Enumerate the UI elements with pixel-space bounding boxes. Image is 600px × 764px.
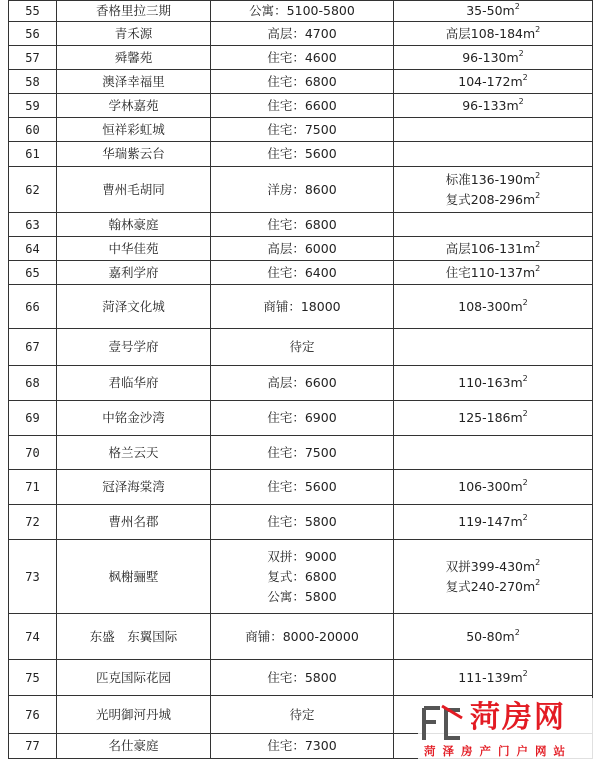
area-cell (394, 94, 593, 118)
project-name: 壹号学府 (57, 329, 211, 366)
table-row (9, 22, 593, 46)
area-value: 住宅110-137m (445, 264, 536, 280)
table-row (9, 94, 593, 118)
price-line: 商铺：8000-20000 (245, 628, 359, 644)
area-value: 110-163m (458, 375, 523, 390)
area-value: 106-300m (458, 479, 523, 494)
area-value: 125-186m (458, 410, 523, 425)
area-unit-superscript: 2 (522, 297, 528, 307)
table-row (9, 118, 593, 142)
area-unit-superscript: 2 (514, 627, 520, 637)
price-cell (211, 118, 394, 142)
listing-table (8, 0, 593, 759)
project-name: 香格里拉三期 (57, 1, 211, 22)
area-cell (394, 505, 593, 540)
price-cell (211, 660, 394, 696)
area-unit-superscript: 2 (535, 263, 541, 273)
area-line (398, 190, 588, 210)
row-number: 59 (9, 94, 57, 118)
price-cell (211, 94, 394, 118)
area-value: 50-80m (466, 628, 515, 644)
row-number: 69 (9, 401, 57, 436)
area-unit-superscript: 2 (535, 577, 541, 587)
area-value: 双拼399-430m (445, 558, 536, 574)
price-cell (211, 436, 394, 470)
area-value: 35-50m (466, 3, 515, 18)
area-cell (394, 329, 593, 366)
project-name: 光明御河丹城 (57, 696, 211, 734)
area-value: 96-130m (462, 49, 519, 65)
project-name: 中华佳苑 (57, 237, 211, 261)
area-cell (394, 142, 593, 167)
table-row (9, 167, 593, 213)
area-value: 119-147m (458, 514, 523, 529)
price-cell (211, 540, 394, 614)
area-value: 复式240-270m (445, 578, 536, 594)
area-unit-superscript: 2 (514, 2, 520, 11)
table-row (9, 540, 593, 614)
price-cell (211, 505, 394, 540)
area-cell (394, 540, 593, 614)
area-value: 高层106-131m (445, 240, 536, 256)
listing-table-body (9, 1, 593, 759)
area-unit-superscript: 2 (535, 190, 541, 200)
site-watermark (418, 698, 596, 762)
area-cell (394, 70, 593, 94)
price-line: 双拼：9000 (267, 548, 337, 564)
project-name: 青禾源 (57, 22, 211, 46)
watermark-subtitle: 菏泽房产门户网站 (424, 744, 572, 758)
area-value: 108-300m (458, 298, 523, 314)
row-number: 67 (9, 329, 57, 366)
area-line (398, 170, 588, 190)
project-name: 曹州毛胡同 (57, 167, 211, 213)
table-row (9, 329, 593, 366)
row-number: 73 (9, 540, 57, 614)
price-line: 复式：6800 (267, 568, 337, 584)
price-line: 商铺：18000 (263, 298, 341, 314)
area-line (398, 373, 588, 393)
price-cell (211, 401, 394, 436)
area-value: 复式208-296m (445, 191, 536, 207)
project-name: 学林嘉苑 (57, 94, 211, 118)
row-number: 65 (9, 261, 57, 285)
price-cell (211, 614, 394, 660)
project-name: 东盛 东翼国际 (57, 614, 211, 660)
price-line: 住宅：6800 (267, 216, 337, 232)
table-row (9, 436, 593, 470)
price-line: 住宅：5600 (267, 479, 337, 494)
project-name: 舜馨苑 (57, 46, 211, 70)
area-value: 96-133m (462, 97, 519, 113)
row-number: 62 (9, 167, 57, 213)
price-cell (211, 261, 394, 285)
price-line: 住宅：7500 (267, 444, 337, 460)
area-unit-superscript: 2 (535, 239, 541, 249)
area-unit-superscript: 2 (522, 409, 528, 418)
project-name: 格兰云天 (57, 436, 211, 470)
project-name: 翰林豪庭 (57, 213, 211, 237)
project-name: 枫榭骊墅 (57, 540, 211, 614)
row-number: 60 (9, 118, 57, 142)
area-unit-superscript: 2 (518, 96, 524, 106)
price-cell (211, 22, 394, 46)
area-unit-superscript: 2 (522, 374, 528, 383)
area-cell (394, 46, 593, 70)
table-row (9, 285, 593, 329)
area-cell (394, 401, 593, 436)
area-value: 104-172m (458, 73, 523, 89)
area-cell (394, 213, 593, 237)
price-line: 住宅：6900 (267, 410, 337, 425)
row-number: 55 (9, 1, 57, 22)
price-cell (211, 1, 394, 22)
price-cell (211, 329, 394, 366)
price-line: 住宅：4600 (267, 49, 337, 65)
row-number: 61 (9, 142, 57, 167)
row-number: 70 (9, 436, 57, 470)
area-cell (394, 1, 593, 22)
area-cell (394, 436, 593, 470)
area-value: 标准136-190m (445, 171, 536, 187)
price-line: 高层：4700 (267, 25, 337, 41)
area-cell (394, 614, 593, 660)
price-cell (211, 470, 394, 505)
area-line (398, 297, 588, 317)
area-unit-superscript: 2 (522, 513, 528, 522)
price-cell (211, 366, 394, 401)
price-line: 待定 (289, 339, 315, 354)
price-line: 住宅：7300 (267, 738, 337, 753)
price-line: 住宅：6800 (267, 73, 337, 89)
project-name: 中铭金沙湾 (57, 401, 211, 436)
area-unit-superscript: 2 (522, 668, 528, 678)
price-cell (211, 167, 394, 213)
row-number: 66 (9, 285, 57, 329)
price-cell (211, 46, 394, 70)
project-name: 恒祥彩虹城 (57, 118, 211, 142)
house-logo-icon (422, 704, 464, 744)
area-line (398, 408, 588, 428)
row-number: 74 (9, 614, 57, 660)
area-value: 高层108-184m (445, 25, 536, 41)
area-line (398, 512, 588, 532)
area-cell (394, 660, 593, 696)
area-unit-superscript: 2 (535, 557, 541, 567)
area-unit-superscript: 2 (518, 48, 524, 58)
area-cell (394, 22, 593, 46)
project-name: 菏泽文化城 (57, 285, 211, 329)
area-line (398, 1, 588, 21)
table-row (9, 505, 593, 540)
table-row (9, 261, 593, 285)
price-line: 高层：6000 (267, 240, 337, 256)
price-cell (211, 237, 394, 261)
table-row (9, 614, 593, 660)
price-line: 住宅：6400 (267, 264, 337, 280)
project-name: 冠泽海棠湾 (57, 470, 211, 505)
row-number: 77 (9, 734, 57, 759)
area-cell (394, 470, 593, 505)
table-row (9, 46, 593, 70)
area-line (398, 668, 588, 688)
area-unit-superscript: 2 (522, 72, 528, 82)
area-value: 111-139m (458, 669, 523, 685)
area-unit-superscript: 2 (522, 478, 528, 487)
price-line: 住宅：7500 (267, 121, 337, 137)
row-number: 68 (9, 366, 57, 401)
table-row (9, 401, 593, 436)
project-name: 嘉利学府 (57, 261, 211, 285)
row-number: 76 (9, 696, 57, 734)
area-cell (394, 167, 593, 213)
project-name: 澳泽幸福里 (57, 70, 211, 94)
area-line (398, 477, 588, 497)
project-name: 曹州名郡 (57, 505, 211, 540)
table-row (9, 660, 593, 696)
row-number: 63 (9, 213, 57, 237)
row-number: 58 (9, 70, 57, 94)
price-cell (211, 285, 394, 329)
table-row (9, 237, 593, 261)
price-cell (211, 696, 394, 734)
price-line: 待定 (289, 706, 315, 722)
area-line (398, 48, 588, 68)
price-cell (211, 734, 394, 759)
area-line (398, 557, 588, 577)
price-cell (211, 142, 394, 167)
project-name: 华瑞紫云台 (57, 142, 211, 167)
price-line: 公寓：5800 (267, 588, 337, 604)
price-cell (211, 70, 394, 94)
price-cell (211, 213, 394, 237)
row-number: 56 (9, 22, 57, 46)
area-cell (394, 366, 593, 401)
table-row (9, 70, 593, 94)
area-unit-superscript: 2 (535, 170, 541, 180)
price-line: 公寓：5100-5800 (249, 3, 355, 18)
price-line: 住宅：5800 (267, 669, 337, 685)
table-row (9, 1, 593, 22)
price-line: 洋房：8600 (267, 181, 337, 197)
area-unit-superscript: 2 (535, 24, 541, 34)
watermark-title: 菏房网 (470, 700, 566, 735)
row-number: 75 (9, 660, 57, 696)
project-name: 匹克国际花园 (57, 660, 211, 696)
price-line: 住宅：6600 (267, 97, 337, 113)
price-line: 高层：6600 (267, 375, 337, 390)
price-line: 住宅：5800 (267, 514, 337, 529)
area-line (398, 263, 588, 283)
table-row (9, 470, 593, 505)
row-number: 72 (9, 505, 57, 540)
row-number: 71 (9, 470, 57, 505)
table-row (9, 366, 593, 401)
table-row (9, 142, 593, 167)
row-number: 57 (9, 46, 57, 70)
area-line (398, 239, 588, 259)
area-cell (394, 285, 593, 329)
project-name: 名仕豪庭 (57, 734, 211, 759)
area-cell (394, 261, 593, 285)
area-line (398, 627, 588, 647)
price-line: 住宅：5600 (267, 146, 337, 161)
table-row (9, 213, 593, 237)
area-cell (394, 118, 593, 142)
row-number: 64 (9, 237, 57, 261)
project-name: 君临华府 (57, 366, 211, 401)
area-cell (394, 237, 593, 261)
area-line (398, 96, 588, 116)
area-line (398, 24, 588, 44)
area-line (398, 577, 588, 597)
area-line (398, 72, 588, 92)
